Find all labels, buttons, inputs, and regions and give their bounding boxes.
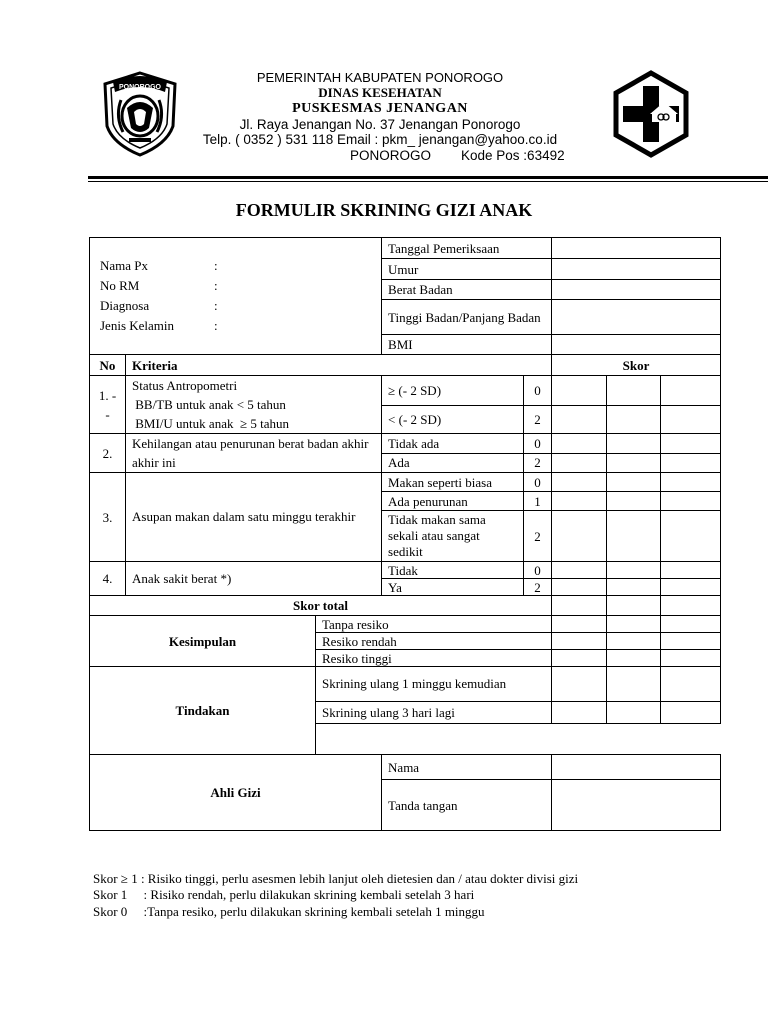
- criterion-2-score-1: 0: [524, 434, 552, 454]
- criterion-1-option-2: < (- 2 SD): [382, 406, 524, 434]
- skor-cell[interactable]: [607, 579, 661, 596]
- criterion-3-option-3: Tidak makan sama sekali atau sangat sedikit: [382, 511, 524, 562]
- skor-cell[interactable]: [552, 562, 607, 579]
- puskesmas-logo: [612, 70, 690, 158]
- tindakan-cell[interactable]: [661, 667, 721, 702]
- header-line3: PUSKESMAS JENANGAN: [292, 101, 468, 116]
- field-diagnosa-value[interactable]: [228, 298, 371, 314]
- tindakan-label: Tindakan: [90, 667, 316, 755]
- field-umur-label: Umur: [382, 259, 552, 280]
- field-nama-px-value[interactable]: [228, 258, 371, 274]
- field-jenis-kelamin-value[interactable]: [228, 318, 371, 334]
- criterion-4-score-1: 0: [524, 562, 552, 579]
- kesimpulan-cell[interactable]: [607, 633, 661, 650]
- kesimpulan-cell[interactable]: [607, 650, 661, 667]
- criterion-1-score-2: 2: [524, 406, 552, 434]
- header-rule-thick: [88, 176, 768, 179]
- screening-form-table: [89, 237, 721, 831]
- criterion-1-score-1: 0: [524, 376, 552, 406]
- kesimpulan-cell[interactable]: [552, 633, 607, 650]
- tindakan-blank-row: [316, 724, 721, 755]
- field-tanggal-label: Tanggal Pemeriksaan: [382, 238, 552, 259]
- skor-cell[interactable]: [607, 511, 661, 562]
- skor-cell[interactable]: [661, 492, 721, 511]
- tindakan-cell[interactable]: [552, 667, 607, 702]
- header-line1: PEMERINTAH KABUPATEN PONOROGO: [256, 70, 504, 85]
- kesimpulan-cell[interactable]: [552, 616, 607, 633]
- kesimpulan-cell[interactable]: [661, 633, 721, 650]
- criterion-4-option-2: Ya: [382, 579, 524, 596]
- kesimpulan-label: Kesimpulan: [90, 616, 316, 667]
- field-tinggi-badan-value[interactable]: [552, 300, 721, 335]
- criterion-1-text: Status Antropometri BB/TB untuk anak < 5 tahun BMI/U untuk anak ≥ 5 tahun: [126, 376, 382, 434]
- ahli-gizi-ttd-label: Tanda tangan: [382, 780, 552, 831]
- criterion-1-option-1: ≥ (- 2 SD): [382, 376, 524, 406]
- svg-text:PONOROGO: PONOROGO: [118, 84, 162, 91]
- criterion-4-option-1: Tidak: [382, 562, 524, 579]
- criterion-3-score-2: 1: [524, 492, 552, 511]
- header-line2: DINAS KESEHATAN: [318, 85, 442, 100]
- skor-cell[interactable]: [607, 562, 661, 579]
- skor-cell[interactable]: [661, 376, 721, 406]
- ahli-gizi-nama-value[interactable]: [552, 755, 721, 780]
- footnote-skor-1: Skor 1 : Risiko rendah, perlu dilakukan skrining kembali setelah 3 hari: [93, 887, 475, 902]
- skor-cell[interactable]: [552, 511, 607, 562]
- footnote-skor-0: Skor 0 :Tanpa resiko, perlu dilakukan skrining kembali setelah 1 minggu: [93, 904, 485, 919]
- skor-cell[interactable]: [607, 376, 661, 406]
- skor-cell[interactable]: [552, 376, 607, 406]
- footnote-skor-1-plus: Skor ≥ 1 : Risiko tinggi, perlu asesmen lebih lanjut oleh dietesien dan / atau dokter divisi gizi: [93, 871, 579, 886]
- field-no-rm-label: No RM: [100, 278, 140, 293]
- field-diagnosa-label: Diagnosa: [100, 298, 150, 313]
- tindakan-option-2: Skrining ulang 3 hari lagi: [316, 702, 552, 724]
- criterion-3-score-3: 2: [524, 511, 552, 562]
- kesimpulan-option-3: Resiko tinggi: [316, 650, 552, 667]
- ahli-gizi-nama-label: Nama: [382, 755, 552, 780]
- identity-cell: Nama Px : No RM : Diagnosa : Jenis Kelamin :: [90, 238, 382, 355]
- criterion-2-text: Kehilangan atau penurunan berat badan akhir akhir ini: [126, 434, 382, 473]
- criterion-1-no: 1. - -: [90, 376, 126, 434]
- kesimpulan-option-2: Resiko rendah: [316, 633, 552, 650]
- field-no-rm-value[interactable]: [228, 278, 371, 294]
- col-header-skor: Skor: [552, 355, 721, 376]
- criterion-2-no: 2.: [90, 434, 126, 473]
- ahli-gizi-label: Ahli Gizi: [90, 755, 382, 831]
- criterion-3-score-1: 0: [524, 473, 552, 492]
- skor-cell[interactable]: [607, 492, 661, 511]
- skor-cell[interactable]: [607, 406, 661, 434]
- ponorogo-seal-logo: [99, 70, 181, 158]
- header-phone-email: Telp. ( 0352 ) 531 118 Email : pkm_ jenangan@yahoo.co.id: [202, 132, 558, 147]
- skor-total-cell[interactable]: [552, 596, 607, 616]
- form-title: FORMULIR SKRINING GIZI ANAK: [235, 200, 533, 220]
- criterion-2-option-1: Tidak ada: [382, 434, 524, 454]
- kesimpulan-cell[interactable]: [661, 650, 721, 667]
- skor-cell[interactable]: [552, 579, 607, 596]
- field-bmi-value[interactable]: [552, 335, 721, 355]
- criterion-3-no: 3.: [90, 473, 126, 562]
- skor-total-label: Skor total: [90, 596, 552, 616]
- tindakan-cell[interactable]: [661, 702, 721, 724]
- field-jenis-kelamin-label: Jenis Kelamin: [100, 318, 175, 333]
- criterion-4-score-2: 2: [524, 579, 552, 596]
- col-header-no: No: [90, 355, 126, 376]
- skor-cell[interactable]: [661, 511, 721, 562]
- criterion-4-text: Anak sakit berat *): [126, 562, 382, 596]
- skor-cell[interactable]: [661, 406, 721, 434]
- skor-cell[interactable]: [607, 473, 661, 492]
- skor-cell[interactable]: [552, 406, 607, 434]
- field-nama-px-label: Nama Px: [100, 258, 149, 273]
- tindakan-cell[interactable]: [552, 702, 607, 724]
- field-bmi-label: BMI: [382, 335, 552, 355]
- tindakan-cell[interactable]: [607, 667, 661, 702]
- kesimpulan-cell[interactable]: [661, 616, 721, 633]
- criterion-3-option-2: Ada penurunan: [382, 492, 524, 511]
- col-header-kriteria: Kriteria: [126, 355, 552, 376]
- criterion-2-option-2: Ada: [382, 453, 524, 473]
- skor-cell[interactable]: [552, 453, 607, 473]
- header-address: Jl. Raya Jenangan No. 37 Jenangan Ponorogo: [239, 117, 521, 132]
- criterion-2-score-2: 2: [524, 453, 552, 473]
- skor-total-cell[interactable]: [661, 596, 721, 616]
- skor-total-cell[interactable]: [607, 596, 661, 616]
- skor-cell[interactable]: [661, 579, 721, 596]
- skor-cell[interactable]: [607, 453, 661, 473]
- criterion-3-option-1: Makan seperti biasa: [382, 473, 524, 492]
- field-umur-value[interactable]: [552, 259, 721, 280]
- header-city-post: PONOROGO Kode Pos :63492: [350, 148, 565, 163]
- ahli-gizi-ttd-value[interactable]: [552, 780, 721, 831]
- skor-cell[interactable]: [552, 492, 607, 511]
- field-tinggi-badan-label: Tinggi Badan/Panjang Badan: [382, 300, 552, 335]
- skor-cell[interactable]: [607, 434, 661, 454]
- field-tanggal-value[interactable]: [552, 238, 721, 259]
- field-berat-badan-value[interactable]: [552, 280, 721, 300]
- kesimpulan-option-1: Tanpa resiko: [316, 616, 552, 633]
- skor-cell[interactable]: [661, 473, 721, 492]
- skor-cell[interactable]: [661, 434, 721, 454]
- skor-cell[interactable]: [552, 473, 607, 492]
- skor-cell[interactable]: [552, 434, 607, 454]
- field-berat-badan-label: Berat Badan: [382, 280, 552, 300]
- tindakan-option-1: Skrining ulang 1 minggu kemudian: [316, 667, 552, 702]
- kesimpulan-cell[interactable]: [552, 650, 607, 667]
- criterion-4-no: 4.: [90, 562, 126, 596]
- skor-cell[interactable]: [661, 453, 721, 473]
- header-rule-thin: [88, 181, 768, 182]
- criterion-3-text: Asupan makan dalam satu minggu terakhir: [126, 473, 382, 562]
- skor-cell[interactable]: [661, 562, 721, 579]
- kesimpulan-cell[interactable]: [607, 616, 661, 633]
- tindakan-cell[interactable]: [607, 702, 661, 724]
